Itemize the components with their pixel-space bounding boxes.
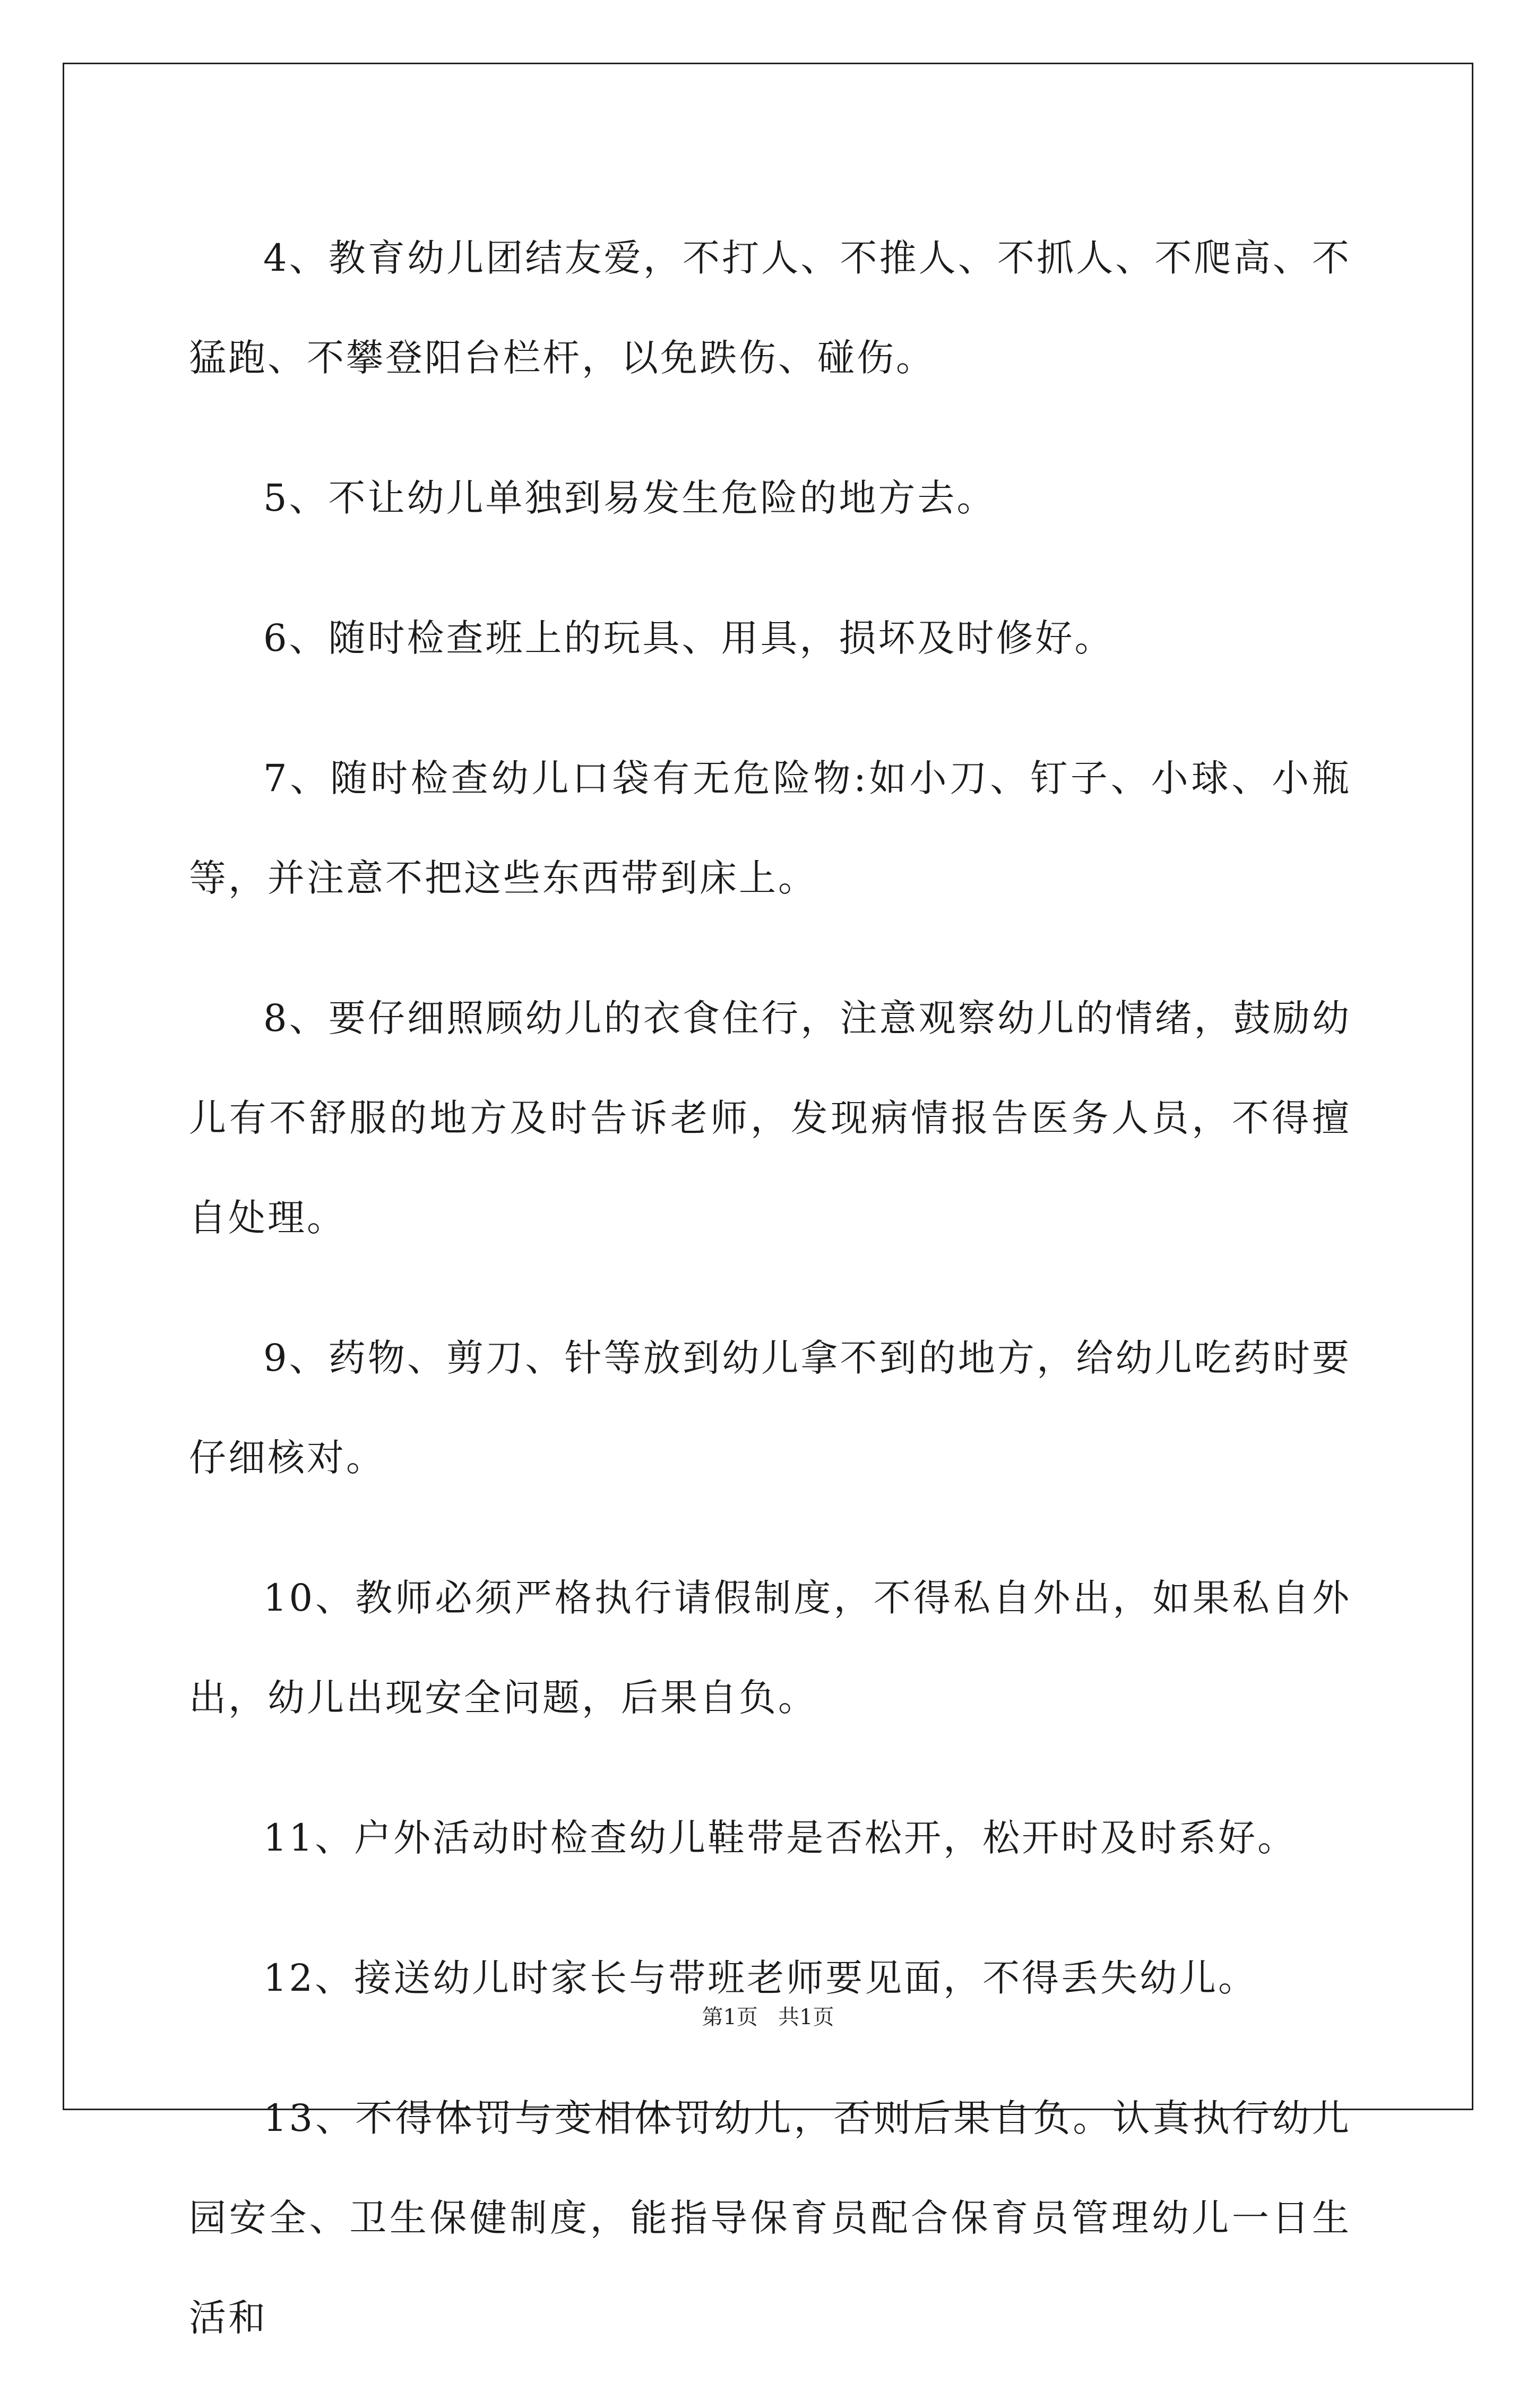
page-number-label: 第1页 共1页 bbox=[702, 2005, 834, 2029]
paragraph-item-8: 8、要仔细照顾幼儿的衣食住行，注意观察幼儿的情绪，鼓励幼儿有不舒服的地方及时告诉老师，发现病情报告医务人员，不得擅自处理。 bbox=[189, 996, 1351, 1240]
paragraph-item-4: 4、教育幼儿团结友爱，不打人、不推人、不抓人、不爬高、不猛跑、不攀登阳台栏杆，以免跌伤、碰伤。 bbox=[189, 236, 1351, 380]
paragraph-item-13: 13、不得体罚与变相体罚幼儿，否则后果自负。认真执行幼儿园安全、卫生保健制度，能指导保育员配合保育员管理幼儿一日生活和 bbox=[189, 2096, 1351, 2340]
document-body bbox=[189, 208, 1351, 2408]
paragraph-item-5: 5、不让幼儿单独到易发生危险的地方去。 bbox=[263, 476, 996, 520]
paragraph-item-9: 9、药物、剪刀、针等放到幼儿拿不到的地方，给幼儿吃药时要仔细核对。 bbox=[189, 1336, 1351, 1480]
paragraph-item-6: 6、随时检查班上的玩具、用具，损坏及时修好。 bbox=[263, 616, 1114, 660]
paragraph-item-12: 12、接送幼儿时家长与带班老师要见面，不得丢失幼儿。 bbox=[263, 1956, 1258, 2000]
page-footer bbox=[0, 2001, 1536, 2033]
paragraph-item-10: 10、教师必须严格执行请假制度，不得私自外出，如果私自外出，幼儿出现安全问题，后果自负。 bbox=[189, 1576, 1351, 1719]
paragraph-item-11: 11、户外活动时检查幼儿鞋带是否松开，松开时及时系好。 bbox=[263, 1816, 1297, 1860]
paragraph-item-7: 7、随时检查幼儿口袋有无危险物:如小刀、钉子、小球、小瓶等，并注意不把这些东西带到床上。 bbox=[189, 756, 1351, 900]
